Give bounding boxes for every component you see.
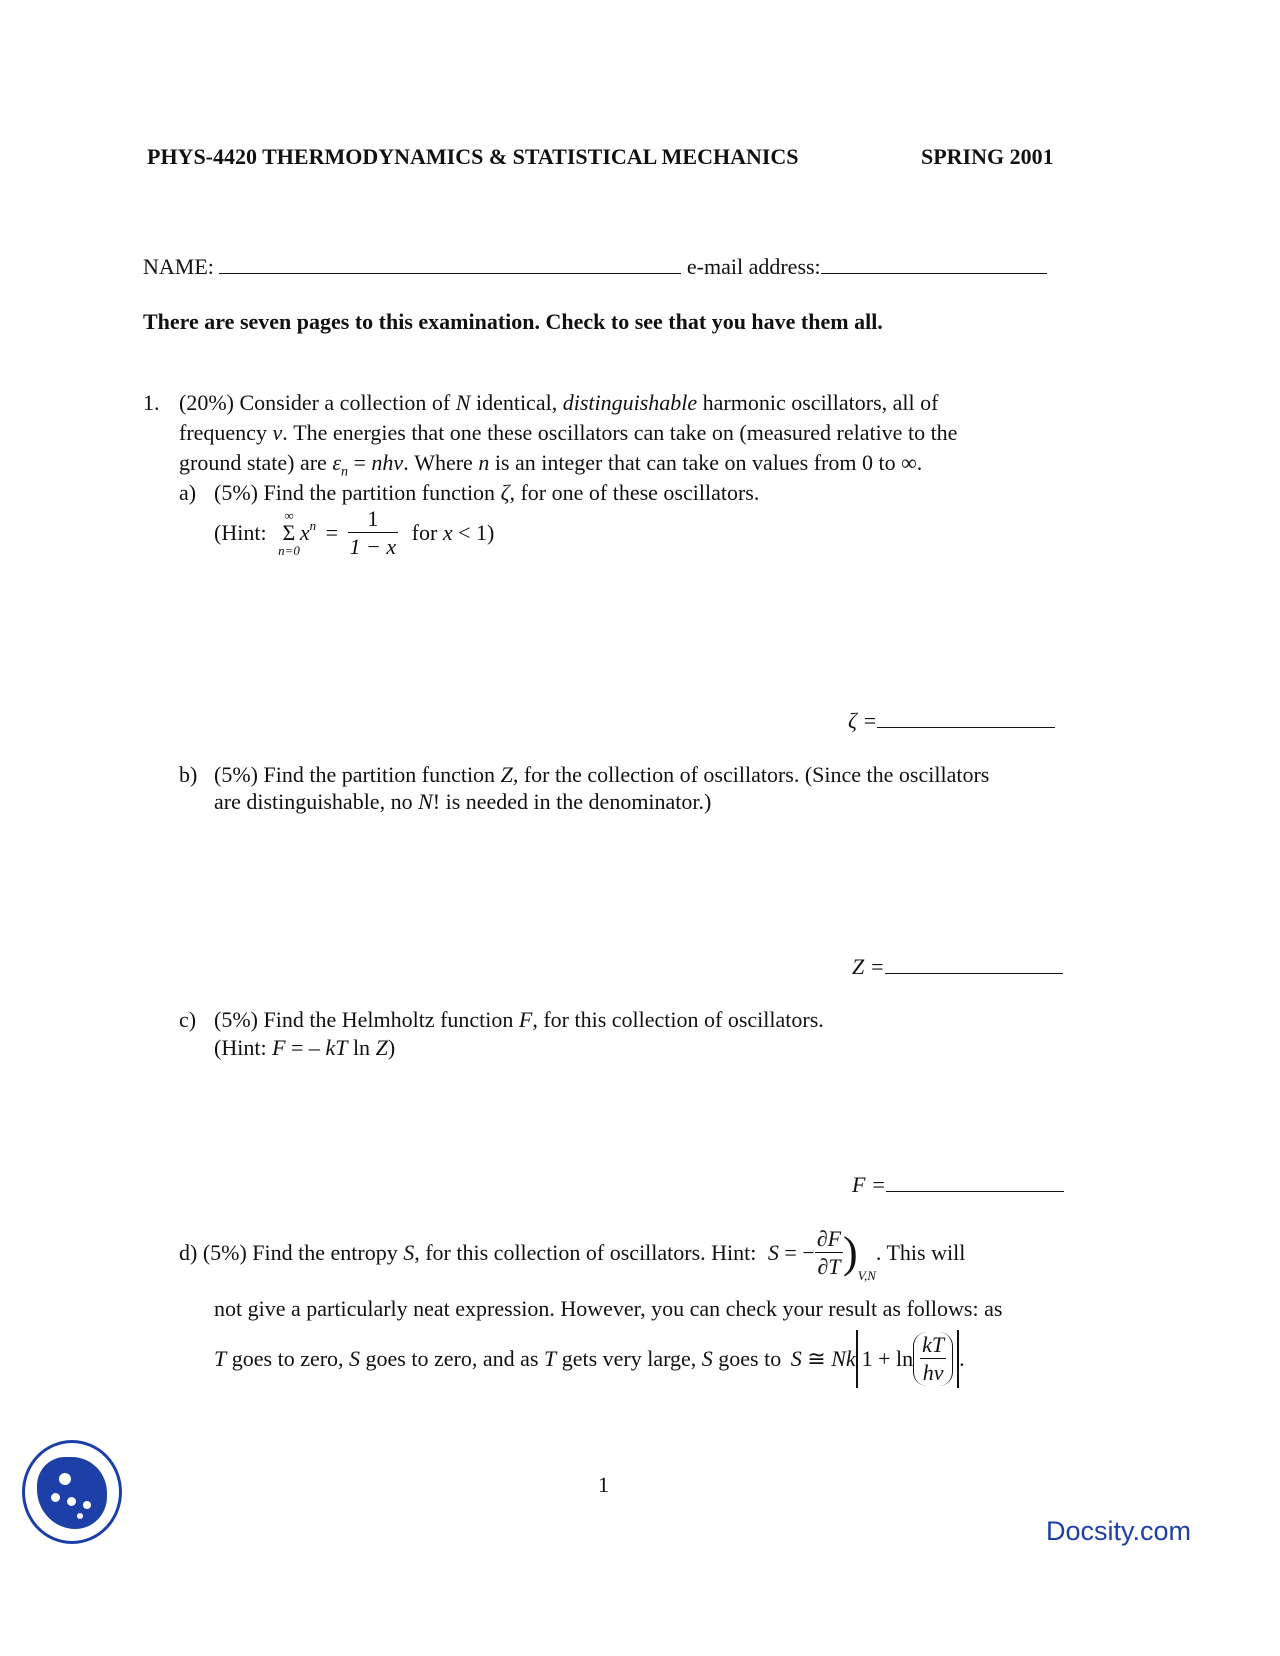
qa-label: a) [179,480,197,505]
qd-line2: not give a particularly neat expression. However, you can check your result as follows: as [214,1296,1003,1321]
qc-answer-blank[interactable] [886,1191,1064,1192]
qc-label: c) [179,1007,197,1032]
qc-line1: (5%) Find the Helmholtz function F, for this collection of oscillators. [214,1007,824,1032]
q1-line2: frequency ν. The energies that one these oscillators can take on (measured relative to the [179,420,958,445]
q1-line3: ground state) are $\varepsilon_n = nh\nu$. Where n is an integer that can take on values from 0 to ∞. [179,450,923,480]
qa-text: (5%) Find the partition function ζ, for one of these oscillators. [214,480,760,505]
qc-hint: (Hint: F = – kT ln Z) [214,1035,396,1060]
docsity-watermark[interactable]: Docsity.com [1046,1516,1192,1546]
qb-answer: Z = [852,954,1063,980]
hint-fraction: $\frac{1}{1 - x}$ [349,506,397,559]
qb-line1: (5%) Find the partition function Z, for the collection of oscillators. (Since the oscillators [214,762,990,787]
email-label: e-mail address: [686,254,821,279]
qa-answer: ζ = [848,708,1055,734]
bracket-expression: 1 + ln $\frac{kT}{h\nu}$ [856,1330,960,1388]
email-field[interactable] [821,273,1047,274]
qa-answer-blank[interactable] [877,727,1055,728]
qd-line1: d) (5%) Find the entropy S, for this collection of oscillators. Hint: S = − $\frac{\partial F}{\partial T}$ )$_{V,N}$. This will [179,1226,966,1284]
paren-expression: $\frac{kT}{h\nu}$ [913,1332,953,1386]
qd-line3: T goes to zero, S goes to zero, and as T gets very large, S goes to S ≅ Nk 1 + ln $\frac{kT}{h\nu}$ . [214,1330,965,1388]
page-number: 1 [598,1472,609,1497]
docsity-logo-icon [22,1440,122,1544]
name-label: NAME: [143,254,214,279]
notice: There are seven pages to this examination. Check to see that you have them all. [143,309,883,334]
name-field[interactable] [219,273,681,274]
name-row [143,254,1047,280]
term: SPRING 2001 [921,144,1054,169]
qc-answer: F = [852,1172,1064,1198]
q1-line1: (20%) Consider a collection of N identical, distinguishable harmonic oscillators, all of [179,390,939,415]
qa-hint: (Hint: ∞ Σ n=0 $x^n$ = $\frac{1}{1 - x}$ for x < 1) [214,506,495,559]
qb-answer-blank[interactable] [885,973,1063,974]
entropy-derivative: $\frac{\partial F}{\partial T}$ [816,1226,842,1279]
course-title: PHYS-4420 THERMODYNAMICS & STATISTICAL MECHANICS [147,144,799,169]
q1-number: 1. [143,390,160,415]
qb-label: b) [179,762,198,787]
sum-symbol: ∞ Σ n=0 [278,508,300,558]
qb-line2: are distinguishable, no N! is needed in the denominator.) [214,789,712,814]
